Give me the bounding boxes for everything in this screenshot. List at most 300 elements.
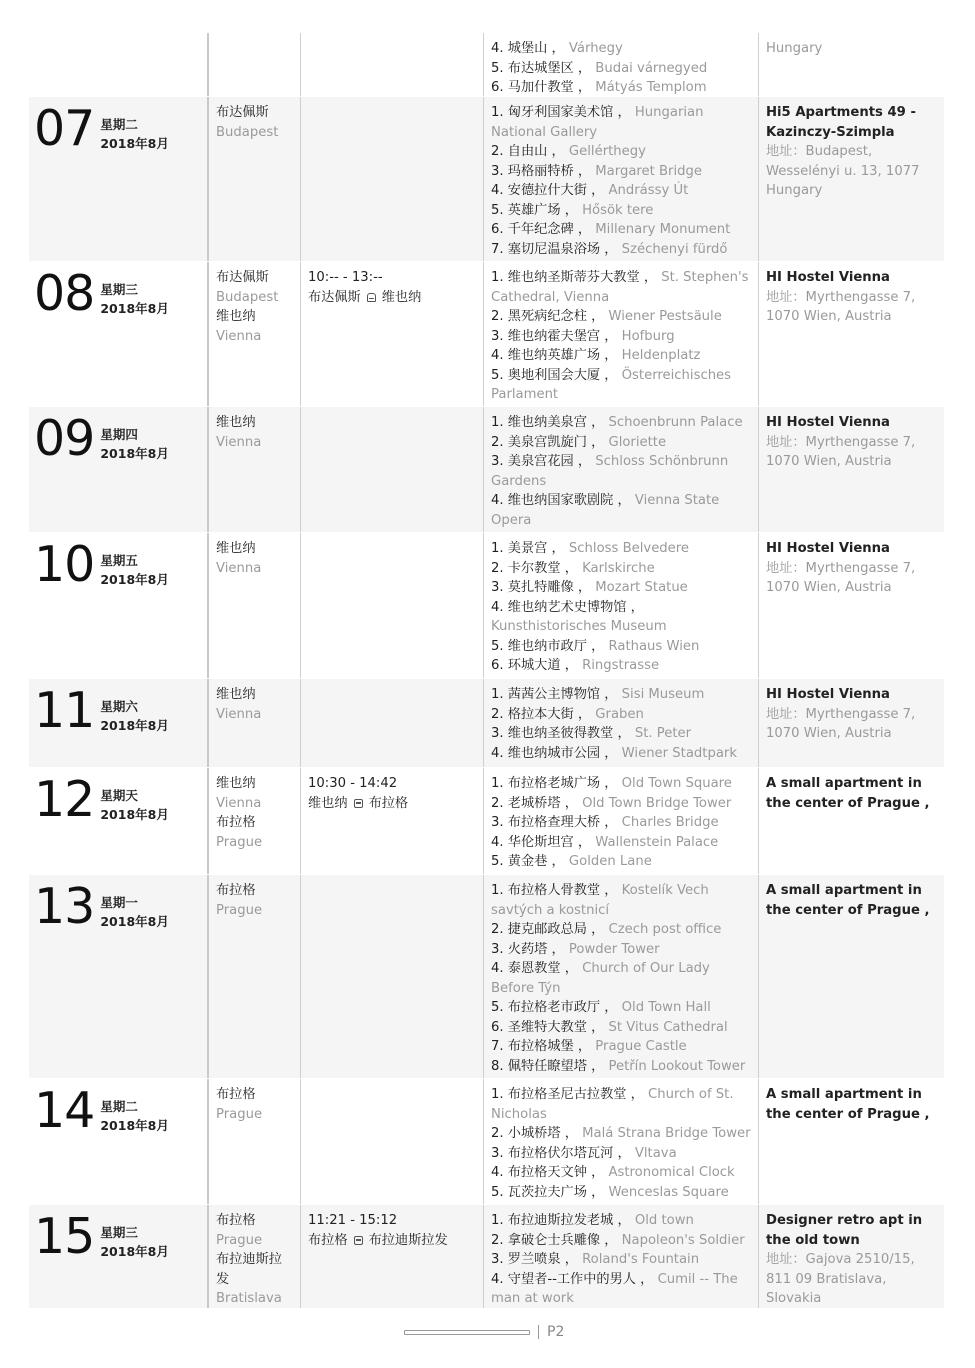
weekday-label: 星期天 (100, 788, 138, 803)
sight-item (491, 327, 753, 347)
hotel-cell (759, 768, 944, 874)
sight-item (491, 598, 753, 637)
day-number: 15 (34, 1208, 95, 1265)
sight-name-en: St. Peter (634, 726, 692, 741)
sight-item (491, 920, 753, 940)
city-cell (209, 1079, 301, 1204)
hotel-cell (759, 1205, 944, 1308)
sight-item (491, 366, 753, 405)
transport-cell (301, 1205, 484, 1308)
sight-name-zh: 2. 捷克邮政总局 ， (491, 922, 605, 937)
sight-name-en: Charles Bridge (621, 815, 719, 830)
train-icon (354, 799, 363, 808)
city-name-zh: 维也纳 (216, 687, 256, 702)
sight-name-en: Andrássy Út (608, 183, 689, 198)
sight-name-en: Gloriette (608, 434, 667, 450)
sight-name-en: Heldenplatz (621, 348, 701, 363)
sight-name-zh: 3. 玛格丽特桥 ， (491, 163, 592, 179)
sight-name-en: Wiener Stadtpark (621, 745, 737, 761)
city-name-zh: 维也纳 (216, 309, 256, 324)
itinerary-table (29, 33, 944, 1309)
sight-name-en: Cumil -- The man at work (491, 1271, 738, 1306)
city-name-zh: 布达佩斯 (216, 105, 269, 120)
transport-route (308, 288, 478, 308)
day-cell (29, 407, 209, 532)
month-label: 2018年8月 (100, 446, 169, 461)
city-name-en: Budapest (216, 124, 279, 140)
weekday-label: 星期三 (100, 1225, 138, 1240)
day-row (29, 679, 944, 768)
sight-item (491, 744, 753, 764)
transport-cell (301, 262, 484, 406)
day-number: 07 (34, 100, 95, 157)
sight-name-zh: 2. 自由山 ， (491, 144, 565, 159)
city-cell (209, 97, 301, 261)
transport-cell (301, 33, 484, 96)
hotel-cell (759, 1079, 944, 1204)
weekday-label: 星期六 (100, 699, 138, 714)
sight-item (491, 59, 753, 79)
sight-name-zh: 1. 维也纳圣斯蒂芬大教堂 ， (491, 270, 658, 285)
sight-name-zh: 6. 圣维特大教堂 ， (491, 1019, 605, 1035)
sight-name-en: Hősök tere (582, 202, 654, 218)
sight-name-en: Várhegy (568, 41, 623, 56)
sight-name-zh: 5. 布达城堡区 ， (491, 60, 592, 76)
sight-item (491, 705, 753, 725)
hotel-cell (759, 262, 944, 406)
sight-name-en: Vltava (634, 1145, 677, 1161)
transport-cell (301, 407, 484, 532)
day-cell (29, 262, 209, 406)
sight-name-zh: 5. 奥地利国会大厦 ， (491, 367, 618, 383)
month-label: 2018年8月 (100, 914, 169, 929)
sight-item (491, 724, 753, 744)
sight-name-zh: 2. 格拉本大街 ， (491, 706, 592, 722)
month-label: 2018年8月 (100, 1244, 169, 1259)
sight-item (491, 1018, 753, 1038)
sight-name-en: Ringstrasse (582, 658, 660, 673)
day-cell (29, 679, 209, 767)
hotel-address: 地址：Budapest, Wesselényi u. 13, 1077 (766, 144, 920, 179)
sight-name-zh: 3. 维也纳圣彼得教堂 ， (491, 726, 631, 741)
transport-from: 维也纳 (308, 795, 348, 811)
sights-cell (484, 262, 759, 406)
sight-item (491, 240, 753, 260)
weekday-label: 星期一 (100, 895, 138, 910)
sight-name-en: Old Town Hall (621, 1000, 711, 1015)
sight-item (491, 959, 753, 998)
sights-cell (484, 679, 759, 767)
sight-name-en: Vienna State Opera (491, 493, 720, 528)
day-meta (100, 551, 169, 589)
hotel-country: Hungary (766, 41, 823, 56)
sight-name-en: Czech post office (608, 922, 722, 937)
sight-name-en: Hofburg (621, 328, 675, 344)
city-name-zh: 维也纳 (216, 415, 256, 430)
sight-name-en: Roland's Fountain (582, 1252, 700, 1267)
hotel-cell (759, 875, 944, 1078)
sight-name-en: Österreichisches Parlament (491, 367, 732, 402)
weekday-label: 星期五 (100, 553, 138, 568)
city-name-zh: 布拉格 (216, 815, 256, 830)
sight-item (491, 578, 753, 598)
day-meta (100, 425, 169, 463)
transport-time: 10:30 - 14:42 (308, 776, 398, 791)
sight-item (491, 181, 753, 201)
sight-name-zh: 1. 布拉格圣尼古拉教堂 ， (491, 1087, 644, 1102)
month-label: 2018年8月 (100, 136, 169, 151)
hotel-cell (759, 407, 944, 532)
transport-time: 10:-- - 13:-- (308, 270, 383, 285)
sight-item (491, 1124, 753, 1144)
sight-item (491, 833, 753, 853)
sight-name-zh: 3. 美泉宫花园 ， (491, 454, 592, 469)
day-meta (100, 280, 169, 318)
transport-cell (301, 97, 484, 261)
sight-name-en: Margaret Bridge (595, 163, 702, 179)
sight-name-zh: 6. 千年纪念碑 ， (491, 222, 592, 237)
sights-cell (484, 1205, 759, 1308)
sight-name-en: Wiener Pestsäule (608, 309, 722, 324)
sight-name-zh: 4. 布拉格天文钟 ， (491, 1165, 605, 1180)
sight-name-en: Budai várnegyed (595, 60, 708, 76)
sight-name-zh: 3. 火药塔 ， (491, 941, 565, 957)
sight-item (491, 1183, 753, 1203)
sight-name-zh: 4. 维也纳城市公园 ， (491, 745, 618, 761)
hotel-cell (759, 97, 944, 261)
day-number: 08 (34, 265, 95, 322)
sight-name-zh: 2. 黑死病纪念柱 ， (491, 309, 605, 324)
day-row (29, 33, 944, 97)
city-name-en: Vienna (216, 434, 262, 450)
sight-item (491, 78, 753, 98)
sight-name-en: Hungarian National Gallery (491, 105, 704, 140)
sight-name-en: Mozart Statue (595, 580, 688, 595)
sight-item (491, 1270, 753, 1309)
sight-name-zh: 2. 小城桥塔 ， (491, 1126, 578, 1141)
hotel-name: A small apartment in the center of Prague , (766, 883, 930, 918)
sight-item (491, 1211, 753, 1231)
sight-item (491, 881, 753, 920)
day-row (29, 533, 944, 679)
sight-name-zh: 2. 老城桥塔 ， (491, 795, 578, 811)
transport-from: 布达佩斯 (308, 289, 361, 305)
day-number: 09 (34, 410, 95, 467)
city-cell (209, 768, 301, 874)
day-cell (29, 533, 209, 678)
sight-name-en: Wallenstein Palace (595, 834, 719, 850)
transport-cell (301, 679, 484, 767)
sight-item (491, 656, 753, 676)
sight-item (491, 998, 753, 1018)
sight-name-en: Napoleon's Soldier (621, 1232, 745, 1248)
day-number: 14 (34, 1082, 95, 1139)
sight-item (491, 201, 753, 221)
sight-name-zh: 5. 维也纳市政厅 ， (491, 638, 605, 654)
sight-name-en: St. Stephen's Cathedral, Vienna (491, 270, 749, 305)
sight-name-en: Sisi Museum (621, 687, 705, 702)
day-row (29, 1079, 944, 1205)
sight-name-en: Church of St. Nicholas (491, 1087, 734, 1122)
sight-name-en: Széchenyi fürdő (621, 241, 728, 257)
sight-item (491, 1037, 753, 1057)
day-row (29, 407, 944, 533)
sight-name-en: Wenceslas Square (608, 1184, 729, 1200)
weekday-label: 星期四 (100, 427, 138, 442)
sight-item (491, 1250, 753, 1270)
sights-cell (484, 875, 759, 1078)
sight-name-en: Astronomical Clock (608, 1165, 735, 1180)
transport-time: 11:21 - 15:12 (308, 1213, 398, 1228)
day-number: 13 (34, 878, 95, 935)
day-number: 11 (34, 682, 95, 739)
month-label: 2018年8月 (100, 301, 169, 316)
city-cell (209, 1205, 301, 1308)
sight-name-zh: 5. 英雄广场 ， (491, 202, 578, 218)
city-name-zh: 布达佩斯 (216, 270, 269, 285)
sight-name-en: Kunsthistorisches Museum (491, 619, 667, 634)
weekday-label: 星期三 (100, 282, 138, 297)
day-cell (29, 97, 209, 261)
sight-item (491, 413, 753, 433)
transport-cell (301, 1079, 484, 1204)
sight-name-zh: 7. 塞切尼温泉浴场 ， (491, 241, 618, 257)
month-label: 2018年8月 (100, 1118, 169, 1133)
sights-cell (484, 97, 759, 261)
bus-icon (367, 293, 376, 302)
hotel-address: 地址：Myrthengasse 7, 1070 Wien, Austria (766, 560, 916, 595)
city-name-en: Vienna (216, 560, 262, 576)
sights-cell (484, 1079, 759, 1204)
transport-from: 布拉格 (308, 1232, 348, 1248)
sight-name-en: Malá Strana Bridge Tower (582, 1126, 751, 1141)
hotel-name: HI Hostel Vienna (766, 687, 890, 702)
hotel-address: 地址：Myrthengasse 7, 1070 Wien, Austria (766, 706, 916, 741)
day-cell (29, 1205, 209, 1308)
train-icon (354, 1236, 363, 1245)
sight-item (491, 307, 753, 327)
sight-item (491, 433, 753, 453)
sight-item (491, 452, 753, 491)
city-name-en: Prague (216, 834, 263, 850)
hotel-cell (759, 679, 944, 767)
sight-item (491, 142, 753, 162)
sight-item (491, 685, 753, 705)
day-meta (100, 1223, 169, 1261)
sight-name-en: Old Town Bridge Tower (582, 795, 732, 811)
day-row (29, 262, 944, 407)
sight-name-zh: 2. 美泉宫凯旋门 ， (491, 434, 605, 450)
city-name-zh: 维也纳 (216, 541, 256, 556)
sights-cell (484, 533, 759, 678)
page-progress-bar (404, 1330, 530, 1335)
day-meta (100, 115, 169, 153)
hotel-address: 地址：Myrthengasse 7, 1070 Wien, Austria (766, 289, 916, 324)
sight-item (491, 1163, 753, 1183)
sight-name-en: Golden Lane (568, 854, 652, 869)
hotel-address: 地址：Myrthengasse 7, 1070 Wien, Austria (766, 434, 916, 469)
sight-name-en: Schloss Belvedere (568, 541, 690, 556)
sight-name-zh: 3. 罗兰喷泉 ， (491, 1252, 578, 1267)
weekday-label: 星期二 (100, 1099, 138, 1114)
sight-name-zh: 3. 布拉格查理大桥 ， (491, 815, 618, 830)
hotel-name: A small apartment in the center of Prague , (766, 1087, 930, 1122)
sight-item (491, 774, 753, 794)
sight-item (491, 539, 753, 559)
sight-item (491, 852, 753, 872)
hotel-name: Hi5 Apartments 49 - Kazinczy-Szimpla (766, 105, 916, 140)
city-name-en: Prague (216, 1232, 263, 1248)
month-label: 2018年8月 (100, 572, 169, 587)
sight-name-zh: 5. 黄金巷 ， (491, 854, 565, 869)
city-name-en: Vienna (216, 795, 262, 811)
sight-item (491, 1144, 753, 1164)
day-meta (100, 697, 169, 735)
sight-name-en: St Vitus Cathedral (608, 1019, 728, 1035)
sights-cell (484, 768, 759, 874)
city-cell (209, 407, 301, 532)
sight-name-en: Old town (634, 1213, 694, 1228)
city-name-en: Vienna (216, 328, 262, 344)
sight-item (491, 268, 753, 307)
sight-name-zh: 6. 环城大道 ， (491, 658, 578, 673)
city-cell (209, 262, 301, 406)
sight-name-zh: 4. 维也纳艺术史博物馆 ， (491, 599, 644, 615)
day-cell (29, 875, 209, 1078)
sight-item (491, 1085, 753, 1124)
sight-name-en: Schoenbrunn Palace (608, 415, 743, 430)
sight-item (491, 940, 753, 960)
sight-name-en: Petřín Lookout Tower (608, 1058, 746, 1074)
sight-name-zh: 4. 维也纳英雄广场 ， (491, 348, 618, 363)
city-name-zh: 布拉格 (216, 883, 256, 898)
sight-name-zh: 4. 华伦斯坦宫 ， (491, 834, 592, 850)
hotel-name: HI Hostel Vienna (766, 415, 890, 430)
day-meta (100, 893, 169, 931)
sight-name-zh: 7. 布拉格城堡 ， (491, 1039, 592, 1054)
day-row (29, 97, 944, 262)
sight-name-zh: 1. 茜茜公主博物馆 ， (491, 687, 618, 702)
sight-name-zh: 2. 卡尔教堂 ， (491, 560, 578, 576)
city-name-en: Bratislava (216, 1291, 282, 1306)
sight-name-en: Schloss Schönbrunn Gardens (491, 454, 729, 489)
sight-name-en: Karlskirche (582, 560, 655, 576)
sight-name-zh: 5. 布拉格老市政厅 ， (491, 1000, 618, 1015)
sight-item (491, 103, 753, 142)
sight-name-en: Old Town Square (621, 776, 732, 791)
sight-item (491, 559, 753, 579)
sight-name-zh: 1. 维也纳美泉宫 ， (491, 415, 605, 430)
sight-name-zh: 4. 泰恩教堂 ， (491, 961, 578, 976)
sight-item (491, 1057, 753, 1077)
month-label: 2018年8月 (100, 718, 169, 733)
sight-item (491, 162, 753, 182)
sight-name-en: Gellérthegy (568, 144, 646, 159)
city-cell (209, 33, 301, 96)
sight-name-en: Powder Tower (568, 941, 660, 957)
page-footer (404, 1324, 564, 1340)
city-name-zh: 布拉格 (216, 1087, 256, 1102)
transport-route (308, 1231, 478, 1251)
city-name-en: Vienna (216, 706, 262, 722)
sight-name-zh: 8. 佩特任瞭望塔 ， (491, 1058, 605, 1074)
sight-name-en: Church of Our Lady Before Týn (491, 961, 710, 996)
hotel-address: 地址：Gajova 2510/15, 811 09 Bratislava, Slovakia (766, 1252, 915, 1306)
sight-name-en: Kostelík Vech savtých a kostnicí (491, 883, 709, 918)
sight-name-en: Graben (595, 706, 644, 722)
sight-name-zh: 4. 城堡山 ， (491, 41, 565, 56)
sight-name-zh: 1. 布拉格人骨教堂 ， (491, 883, 618, 898)
sight-name-zh: 1. 布拉格老城广场 ， (491, 776, 618, 791)
day-cell (29, 768, 209, 874)
sight-name-zh: 4. 维也纳国家歌剧院 ， (491, 493, 631, 508)
day-meta (100, 786, 169, 824)
sight-item (491, 813, 753, 833)
city-name-en: Budapest (216, 289, 279, 305)
transport-route (308, 794, 478, 814)
city-name-zh: 布拉迪斯拉发 (216, 1252, 282, 1287)
city-name-zh: 布拉格 (216, 1213, 256, 1228)
weekday-label: 星期二 (100, 117, 138, 132)
transport-to: 维也纳 (381, 289, 422, 305)
sight-name-zh: 6. 马加什教堂 ， (491, 80, 592, 95)
sight-name-zh: 1. 布拉迪斯拉发老城 ， (491, 1213, 631, 1228)
month-label: 2018年8月 (100, 807, 169, 822)
sight-name-zh: 1. 美景宫 ， (491, 541, 565, 556)
city-cell (209, 533, 301, 678)
day-meta (100, 1097, 169, 1135)
transport-cell (301, 768, 484, 874)
hotel-country: Hungary (766, 183, 823, 198)
hotel-name: HI Hostel Vienna (766, 270, 890, 285)
sight-item (491, 39, 753, 59)
hotel-name: HI Hostel Vienna (766, 541, 890, 556)
city-cell (209, 875, 301, 1078)
city-name-en: Prague (216, 1106, 263, 1122)
page-number: P2 (547, 1324, 565, 1340)
sight-name-en: Prague Castle (595, 1039, 687, 1054)
sight-name-zh: 2. 拿破仑士兵雕像 ， (491, 1232, 618, 1248)
transport-cell (301, 875, 484, 1078)
transport-cell (301, 533, 484, 678)
city-cell (209, 679, 301, 767)
sight-name-zh: 5. 瓦茨拉夫广场 ， (491, 1184, 605, 1200)
day-number: 10 (34, 536, 95, 593)
sight-item (491, 637, 753, 657)
sight-item (491, 346, 753, 366)
sight-item (491, 1231, 753, 1251)
hotel-name: Designer retro apt in the old town (766, 1213, 923, 1248)
sight-item (491, 491, 753, 530)
day-row (29, 875, 944, 1079)
sights-cell (484, 33, 759, 96)
sight-name-en: Rathaus Wien (608, 638, 700, 654)
transport-to: 布拉迪斯拉发 (368, 1232, 448, 1248)
city-name-zh: 维也纳 (216, 776, 256, 791)
hotel-cell (759, 533, 944, 678)
city-name-en: Prague (216, 902, 263, 918)
sight-item (491, 220, 753, 240)
day-row (29, 768, 944, 875)
sight-name-en: Mátyás Templom (595, 80, 707, 95)
sight-item (491, 794, 753, 814)
hotel-name: A small apartment in the center of Prague , (766, 776, 930, 811)
day-row (29, 1205, 944, 1309)
day-number: 12 (34, 771, 95, 828)
sight-name-zh: 3. 布拉格伏尔塔瓦河 ， (491, 1145, 631, 1161)
sight-name-zh: 4. 安德拉什大街 ， (491, 183, 605, 198)
sights-cell (484, 407, 759, 532)
